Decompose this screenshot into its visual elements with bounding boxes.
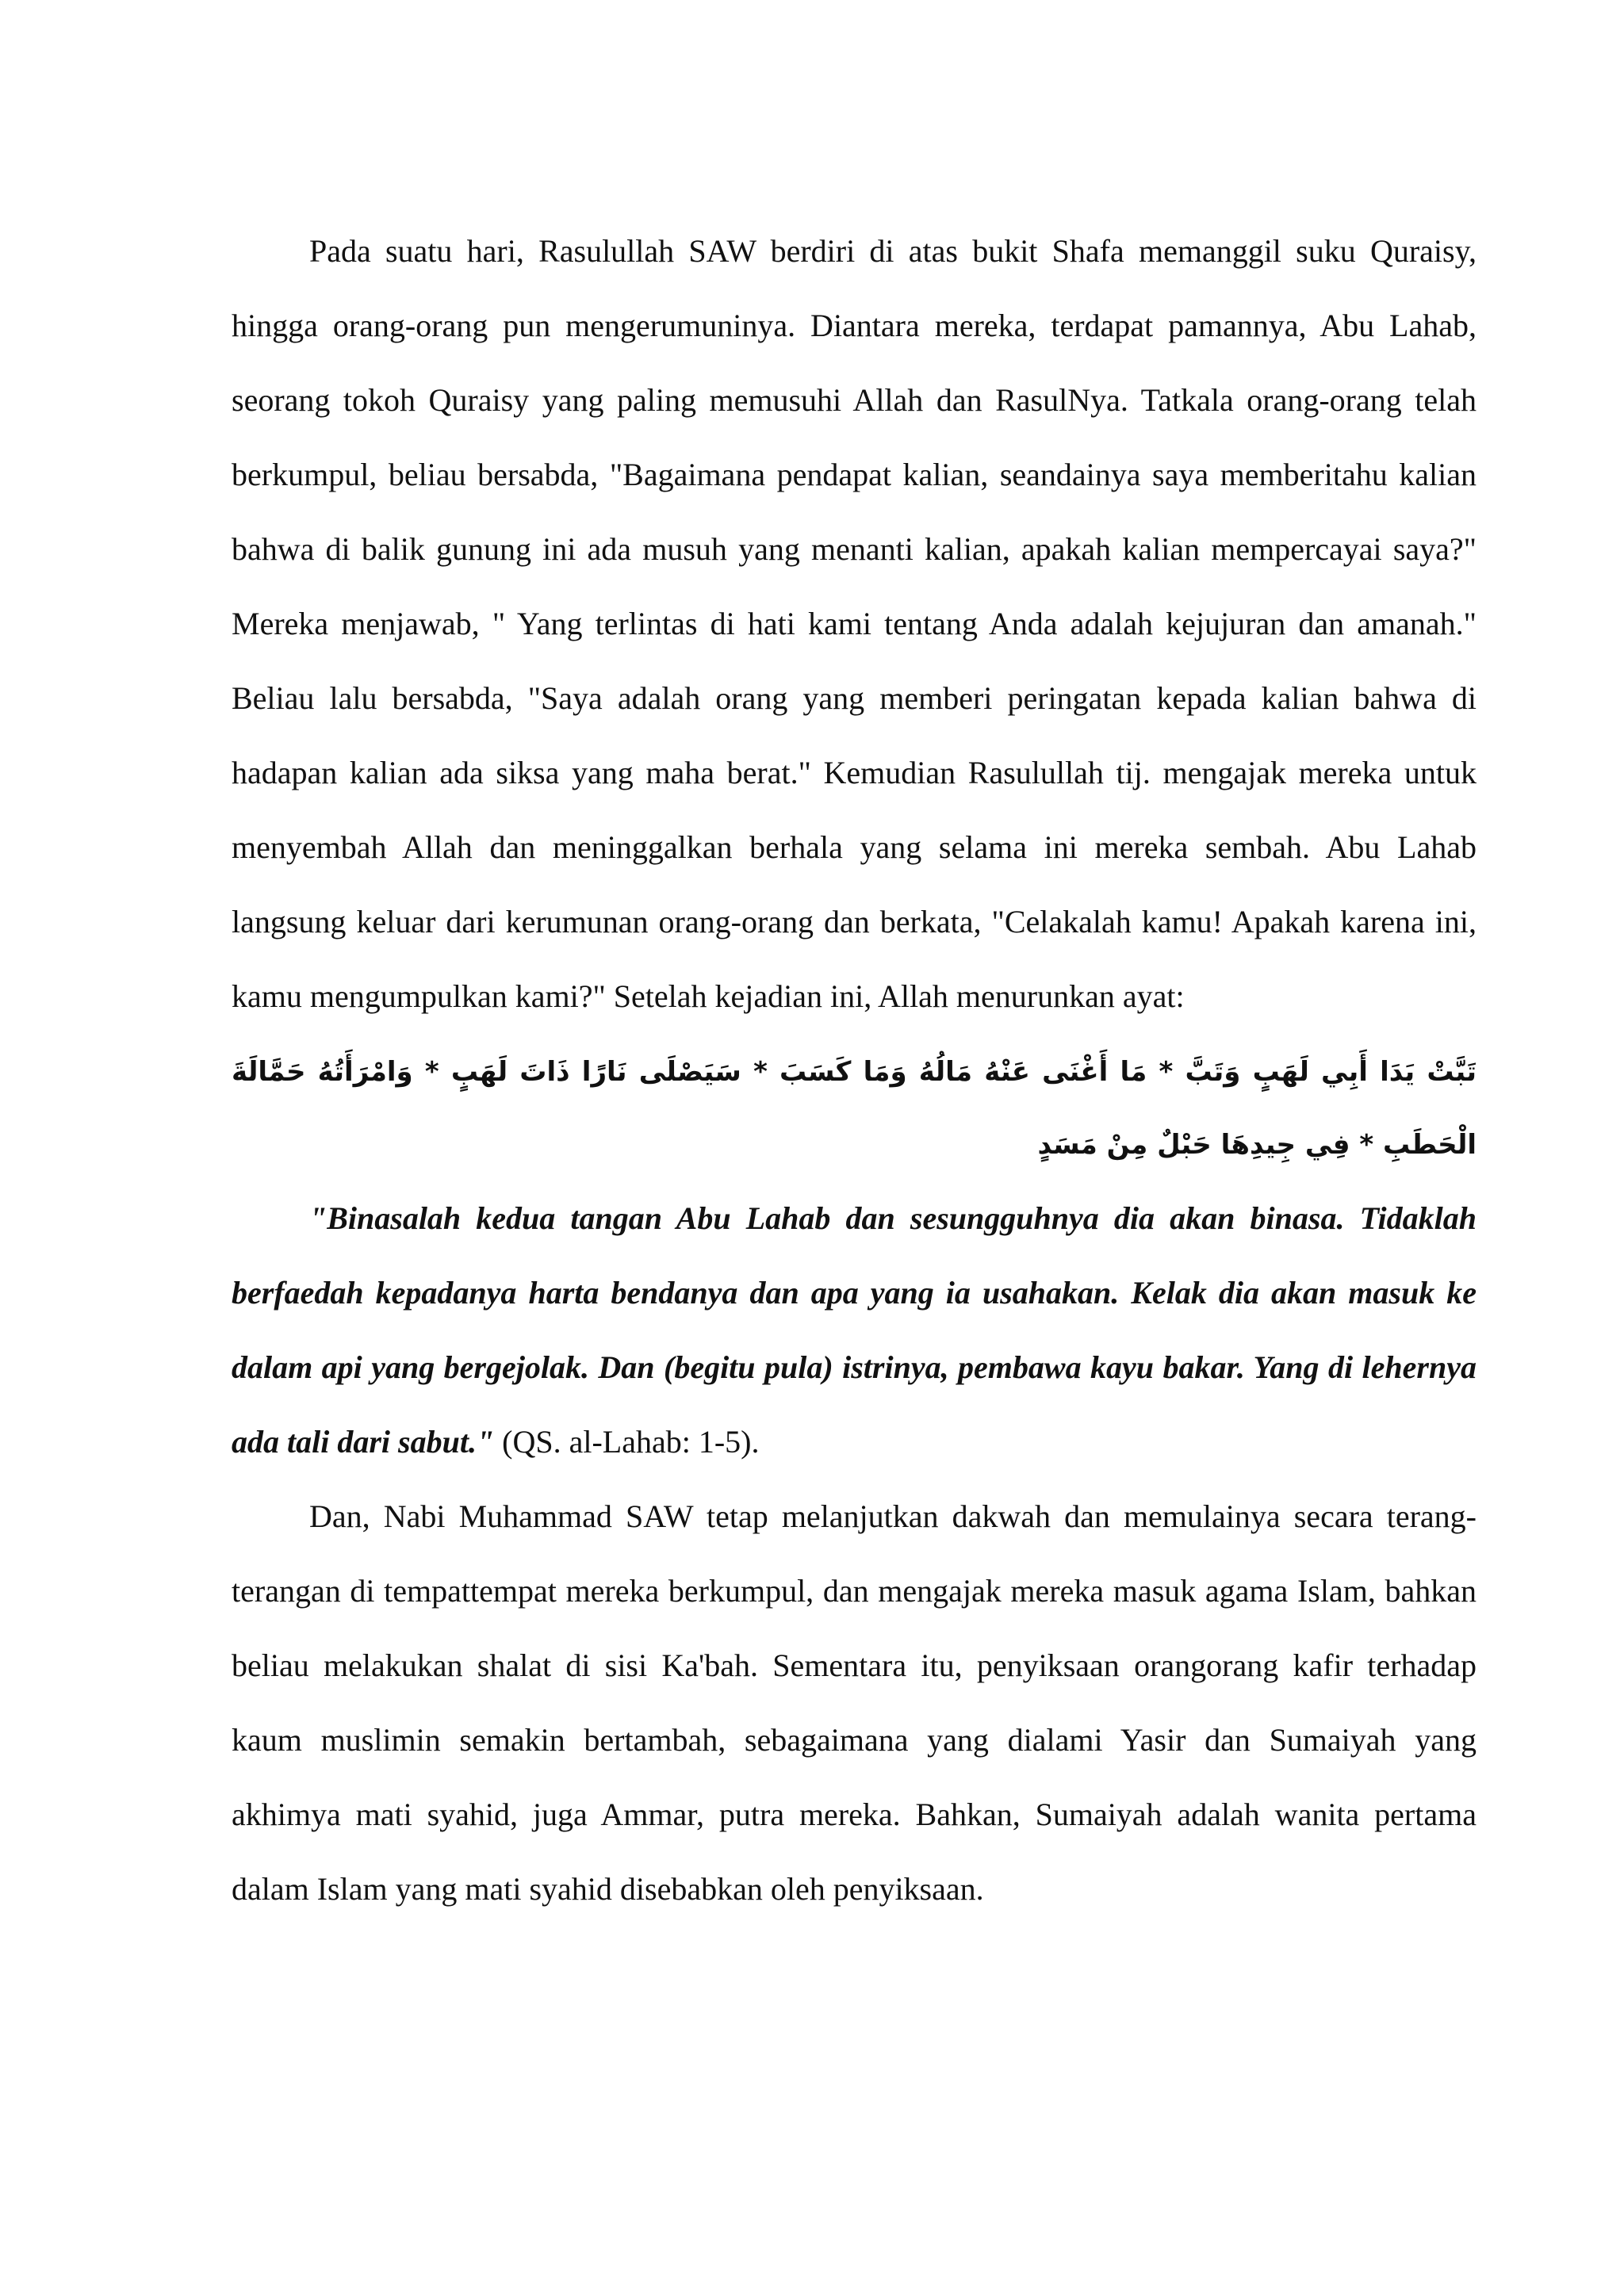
document-body xyxy=(232,214,1477,1927)
paragraph-2: Dan, Nabi Muhammad SAW tetap melanjutkan dakwah dan memulainya secara terang-terangan di tempattempat mereka berkumpul, dan mengajak mereka masuk agama Islam, bahkan beliau melakukan shalat di sisi Ka'bah. Sementara itu, penyiksaan orangorang kafir terhadap kaum muslimin semakin bertambah, sebagaimana yang dialami Yasir dan Sumaiyah yang akhimya mati syahid, juga Ammar, putra mereka. Bahkan, Sumaiyah adalah wanita pertama dalam Islam yang mati syahid disebabkan oleh penyiksaan. xyxy=(232,1498,1477,1907)
translation-citation: (QS. al-Lahab: 1-5). xyxy=(494,1424,760,1460)
translation-quote: "Binasalah kedua tangan Abu Lahab dan sesungguhnya dia akan binasa. Tidaklah berfaedah kepadanya harta bendanya dan apa yang ia usahakan. Kelak dia akan masuk ke dalam api yang bergejolak. Dan (begitu pula) istrinya, pembawa kayu bakar. Yang di lehernya ada tali dari sabut." xyxy=(232,1200,1477,1460)
paragraph-1: Pada suatu hari, Rasulullah SAW berdiri di atas bukit Shafa memanggil suku Quraisy, hingga orang-orang pun mengerumuninya. Diantara mereka, terdapat pamannya, Abu Lahab, seorang tokoh Quraisy yang paling memusuhi Allah dan RasulNya. Tatkala orang-orang telah berkumpul, beliau bersabda, "Bagaimana pendapat kalian, seandainya saya memberitahu kalian bahwa di balik gunung ini ada musuh yang menanti kalian, apakah kalian mempercayai saya?" Mereka menjawab, " Yang terlintas di hati kami tentang Anda adalah kejujuran dan amanah." Beliau lalu bersabda, "Saya adalah orang yang memberi peringatan kepada kalian bahwa di hadapan kalian ada siksa yang maha berat." Kemudian Rasulullah tij. mengajak mereka untuk menyembah Allah dan meninggalkan berhala yang selama ini mereka sembah. Abu Lahab langsung keluar dari kerumunan orang-orang dan berkata, "Celakalah kamu! Apakah karena ini, kamu mengumpulkan kami?" Setelah kejadian ini, Allah menurunkan ayat: xyxy=(232,233,1477,1014)
translation-paragraph xyxy=(232,1181,1477,1479)
arabic-verse: تَبَّتْ يَدَا أَبِي لَهَبٍ وَتَبَّ * مَا أَغْنَى عَنْهُ مَالُهُ وَمَا كَسَبَ * سَيَصْلَى نَارًا ذَاتَ لَهَبٍ * وَامْرَأَتُهُ حَمَّالَةَ الْحَطَبِ * فِي جِيدِهَا حَبْلٌ مِنْ مَسَدٍ xyxy=(232,1056,1477,1161)
